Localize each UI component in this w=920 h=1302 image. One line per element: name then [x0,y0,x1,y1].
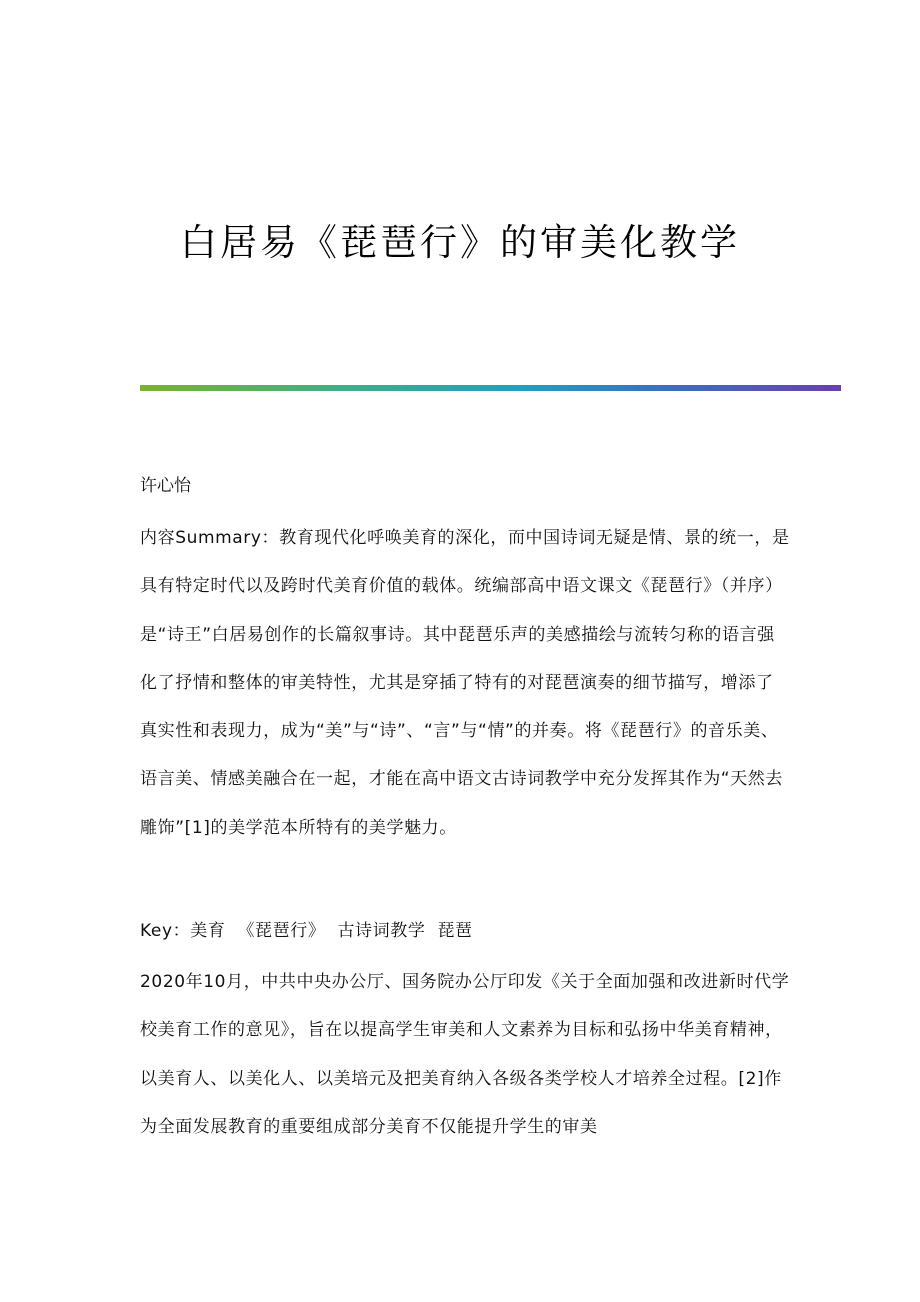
abstract-paragraph [140,514,790,852]
keyword: 美育 [190,921,226,941]
keywords-label: Key： [140,921,191,941]
title-divider [140,385,841,391]
keyword: 《琵琶行》 [237,921,326,941]
keyword: 琵琶 [437,921,473,941]
abstract-label: 内容Summary： [140,528,280,548]
keywords-line [140,907,790,955]
document-title: 白居易《琵琶行》的审美化教学 [180,221,740,264]
body-paragraph: 2020年10月，中共中央办公厅、国务院办公厅印发《关于全面加强和改进新时代学校美育工作的意见》，旨在以提高学生审美和人文素养为目标和弘扬中华美育精神，以美育人、以美化人、以美培元及把美育纳入各级各类学校人才培养全过程。[2]作为全面发展教育的重要组成部分美育不仅能提升学生的审美 [140,972,790,1137]
keyword: 古诗词教学 [337,921,426,941]
abstract-text: 教育现代化呼唤美育的深化，而中国诗词无疑是情、景的统一，是具有特定时代以及跨时代美育价值的载体。统编部高中语文课文《琵琶行》（并序）是“诗王”白居易创作的长篇叙事诗。其中琵琶乐声的美感描绘与流转匀称的语言强化了抒情和整体的审美特性，尤其是穿插了特有的对琵琶演奏的细节描写，增添了真实性和表现力，成为“美”与“诗”、“言”与“情”的并奏。将《琵琶行》的音乐美、语言美、情感美融合在一起，才能在高中语文古诗词教学中充分发挥其作为“天然去雕饰”[1]的美学范本所特有的美学魅力。 [140,528,790,838]
author-name: 许心怡 [140,476,191,496]
